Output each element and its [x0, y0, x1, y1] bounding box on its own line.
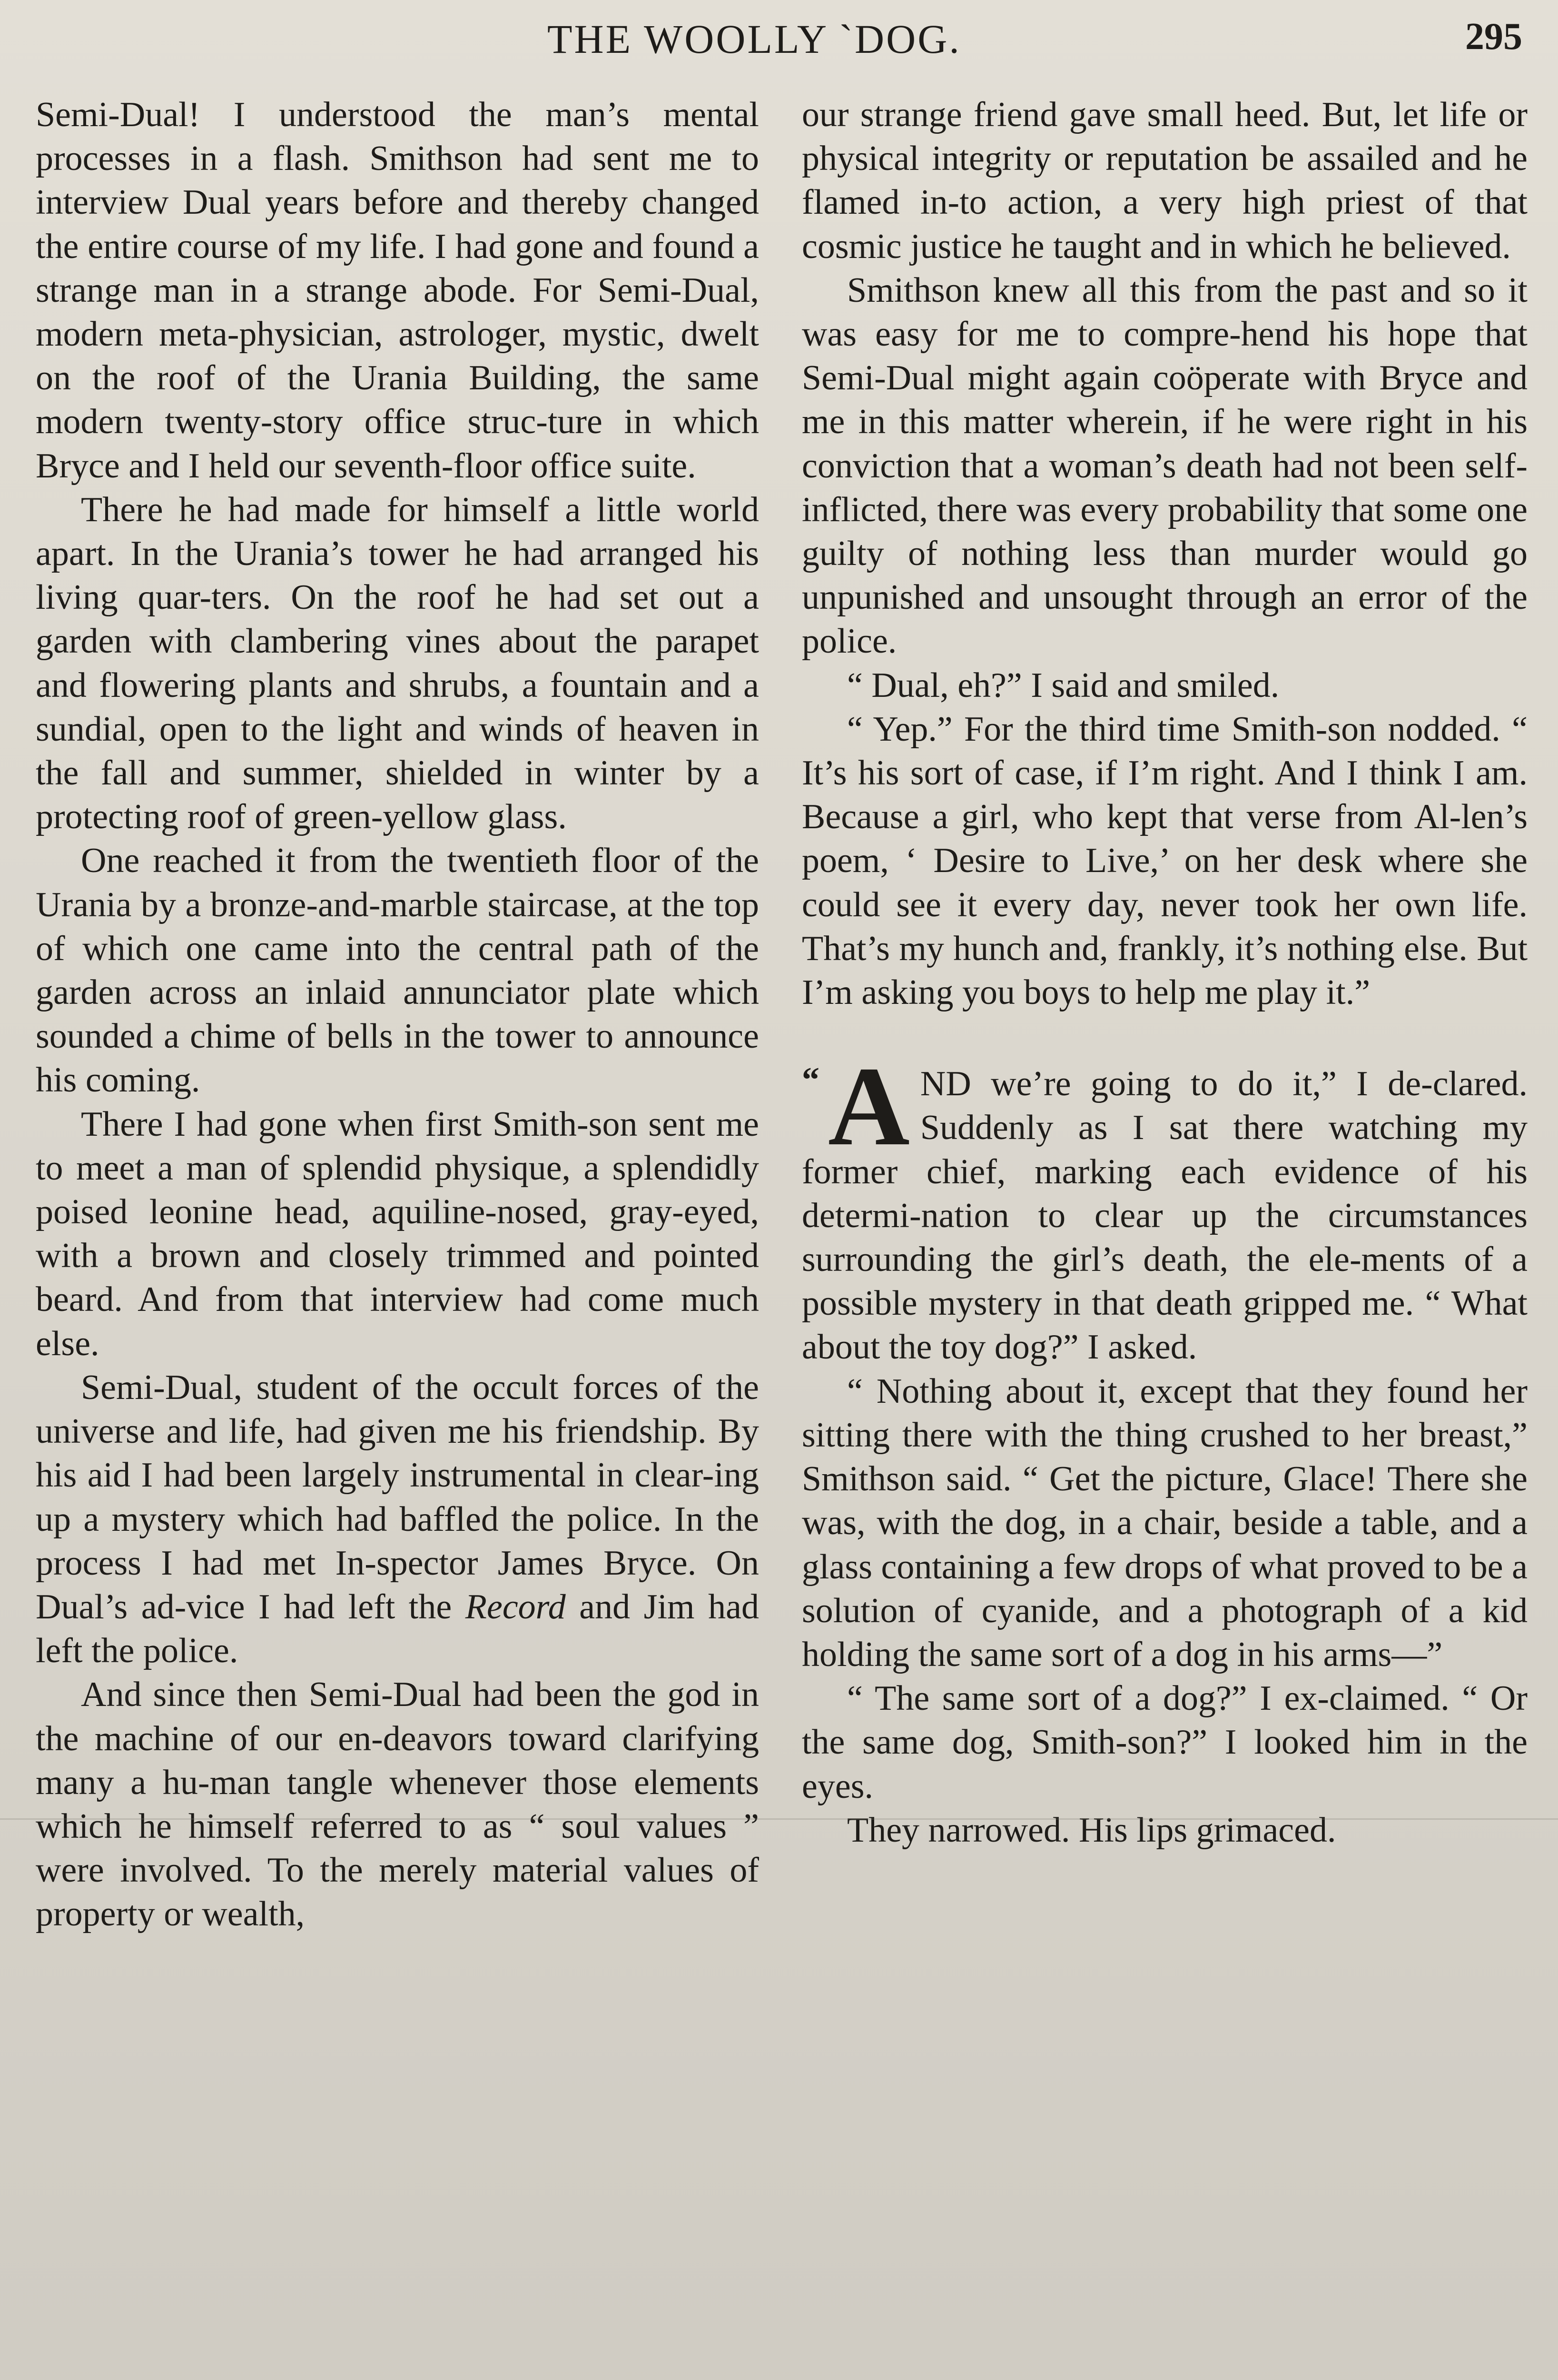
- right-column: [802, 93, 1528, 1852]
- paragraph: One reached it from the twentieth floor of the Urania by a bronze-and-marble staircase, at the top of which one came into the central path of the garden across an inlaid annunciator plate which sounded a chime of bells in the tower to announce his coming.: [36, 841, 759, 1100]
- paragraph: [36, 1366, 759, 1673]
- paragraph: Semi-Dual! I understood the man’s mental processes in a flash. Smithson had sent me to interview Dual years before and thereby changed the entire course of my life. I had gone and found a strange man in a strange abode. For Semi-Dual, modern meta-physician, astrologer, mystic, dwelt on the roof of the Urania Building, the same modern twenty-story office struc-ture in which Bryce and I held our seventh-floor office suite.: [36, 95, 759, 486]
- paragraph: There he had made for himself a little world apart. In the Urania’s tower he had arranged his living quar-ters. On the roof he had set out a garden with clambering vines about the parapet and flowering plants and shrubs, a fountain and a sundial, open to the light and winds of heaven in the fall and summer, shielded in winter by a protecting roof of green-yellow glass.: [36, 490, 759, 837]
- paragraph: “ Dual, eh?” I said and smiled.: [847, 665, 1280, 705]
- page-number: 295: [1465, 16, 1522, 58]
- paragraph-text: Semi-Dual, student of the occult forces of the universe and life, had given me his friendship. By his aid I had been largely instrumental in clear-ing up a mystery which had baffled the police. In the process I had met In-spector James Bryce. On Dual’s ad-vice I had left the: [36, 1368, 759, 1626]
- page-fold-crease: [0, 1818, 1558, 1820]
- drop-cap: A: [828, 1044, 910, 1170]
- opening-quote: “: [802, 1061, 819, 1100]
- paragraph-text: and Jim had left the police.: [36, 1587, 759, 1671]
- running-title: THE WOOLLY `DOG.: [547, 16, 961, 62]
- running-head: [0, 10, 1558, 63]
- paragraph: There I had gone when first Smith-son sent me to meet a man of splendid physique, a splendidly poised leonine head, aquiline-nosed, gray-eyed, with a brown and closely trimmed and pointed beard. And from that interview had come much else.: [36, 1104, 759, 1363]
- paragraph: “ The same sort of a dog?” I ex-claimed. “ Or the same dog, Smith-son?” I looked him in the eyes.: [802, 1679, 1528, 1806]
- paragraph: “ Nothing about it, except that they found her sitting there with the thing crushed to her breast,” Smithson said. “ Get the picture, Glace! There she was, with the dog, in a chair, beside a table, and a glass containing a few drops of what proved to be a solution of cyanide, and a photograph of a kid holding the same sort of a dog in his arms—”: [802, 1371, 1528, 1674]
- paragraph: And since then Semi-Dual had been the god in the machine of our en-deavors toward clarifying many a hu-man tangle whenever those elements which he himself referred to as “ soul values ” were involved. To the merely material values of property or wealth,: [36, 1675, 759, 1934]
- paragraph: our strange friend gave small heed. But, let life or physical integrity or reputation be assailed and he flamed in-to action, a very high priest of that cosmic justice he taught and in which he believed.: [802, 95, 1528, 266]
- paragraph: “ Yep.” For the third time Smith-son nodded. “ It’s his sort of case, if I’m right. And I think I am. Because a girl, who kept that verse from Al-len’s poem, ‘ Desire to Live,’ on her desk where she could see it every day, never took her own life. That’s my hunch and, frankly, it’s nothing else. But I’m asking you boys to help me play it.”: [802, 709, 1528, 1012]
- section-start-paragraph: [802, 1044, 1528, 1369]
- paragraph: They narrowed. His lips grimaced.: [847, 1810, 1336, 1850]
- paragraph-text: ND we’re going to do it,” I de-clared. Suddenly as I sat there watching my former chief, marking each evidence of his determi-nation to clear up the circumstances surrounding the girl’s death, the ele-ments of a possible mystery in that death gripped me. “ What about the toy dog?” I asked.: [802, 1064, 1528, 1367]
- paragraph: Smithson knew all this from the past and so it was easy for me to compre-hend his hope that Semi-Dual might again coöperate with Bryce and me in this matter wherein, if he were right in his conviction that a woman’s death had not been self-inflicted, there was every probability that some one guilty of nothing less than murder would go unpunished and unsought through an error of the police.: [802, 270, 1528, 661]
- left-column: [36, 93, 759, 1936]
- italic-title: Record: [465, 1587, 566, 1626]
